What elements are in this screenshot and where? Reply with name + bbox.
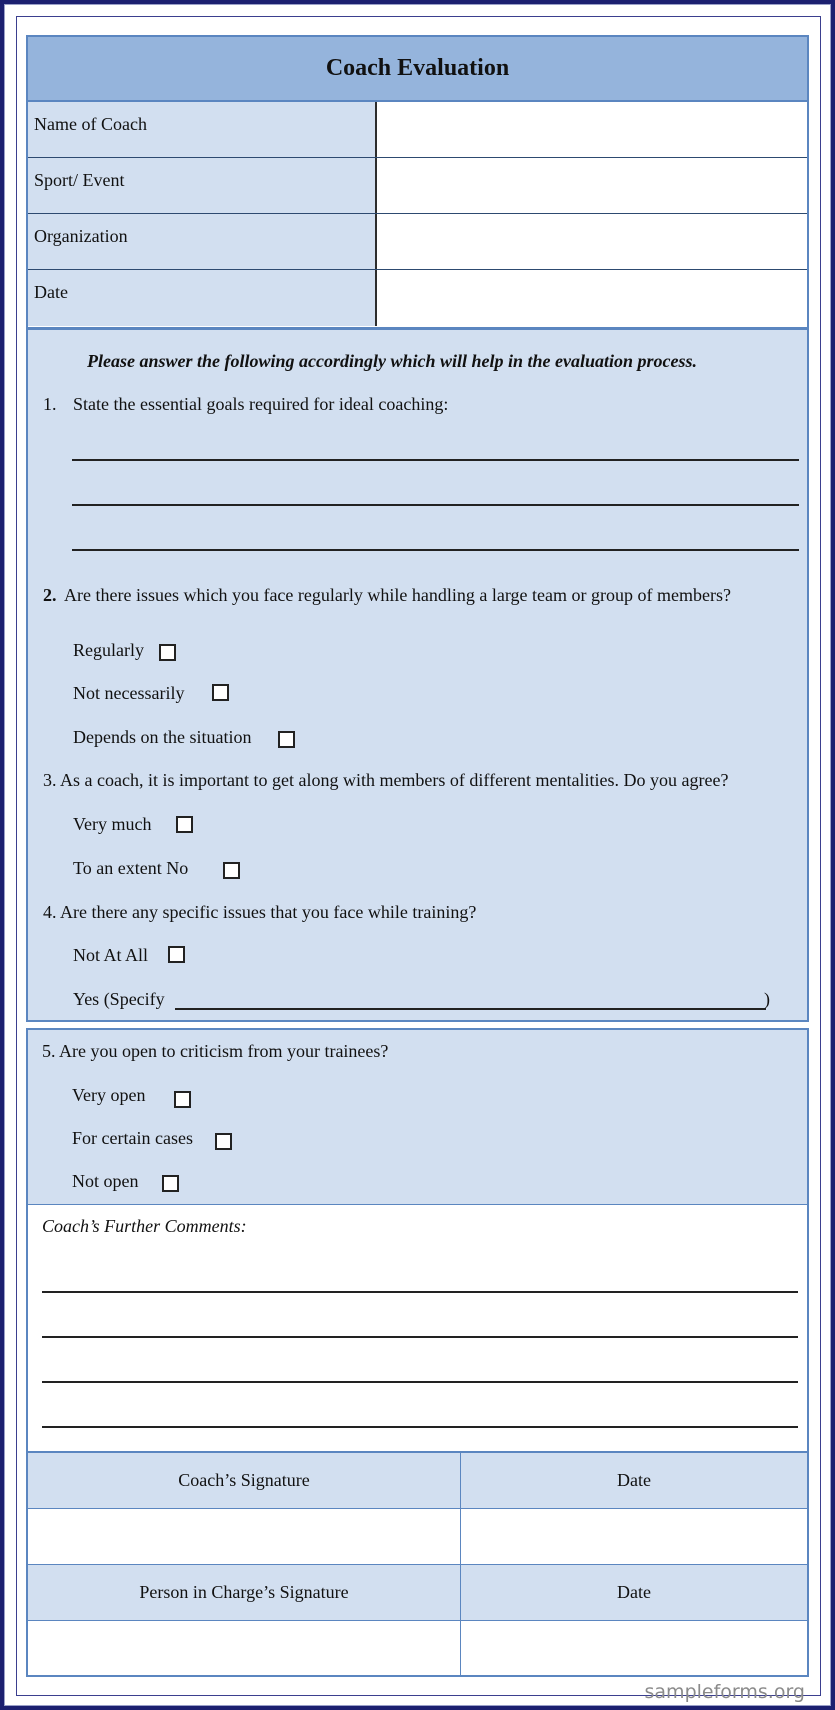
q4-specify-label: Yes (Specify [73, 989, 165, 1009]
coach-name-label: Name of Coach [26, 102, 377, 157]
q5-not-open-checkbox[interactable] [162, 1175, 179, 1192]
coach-name-field[interactable] [377, 102, 809, 157]
q3-option-very-much-label: Very much [73, 814, 152, 834]
q5-option-not-open-label: Not open [72, 1171, 139, 1191]
form-title: Coach Evaluation [26, 35, 809, 102]
comments-line-2[interactable] [42, 1336, 798, 1338]
q2-number: 2. [43, 585, 57, 605]
q2-option-depends-label: Depends on the situation [73, 727, 252, 747]
q5-certain-cases-checkbox[interactable] [215, 1133, 232, 1150]
q1-number: 1. [43, 394, 57, 414]
comments-line-3[interactable] [42, 1381, 798, 1383]
organization-label: Organization [26, 214, 377, 269]
q1-answer-line-2[interactable] [72, 504, 799, 506]
q2-option-not-necessarily-label: Not necessarily [73, 683, 185, 703]
q2-depends-checkbox[interactable] [278, 731, 295, 748]
comments-line-4[interactable] [42, 1426, 798, 1428]
comments-line-1[interactable] [42, 1291, 798, 1293]
q3-option-extent-label: To an extent No [73, 858, 189, 878]
q4-option-not-at-all-label: Not At All [73, 945, 149, 965]
info-table [26, 102, 809, 326]
q5-very-open-checkbox[interactable] [174, 1091, 191, 1108]
q5-option-certain-cases-label: For certain cases [72, 1128, 193, 1148]
signature-row-person [28, 1621, 807, 1675]
info-row-organization [26, 214, 809, 270]
date-label: Date [26, 270, 377, 326]
instructions-text: Please answer the following accordingly which will help in the evaluation process. [87, 351, 698, 371]
info-row-sport [26, 158, 809, 214]
q2-text: Are there issues which you face regularly while handling a large team or group of members? [64, 585, 731, 605]
q1-answer-line-1[interactable] [72, 459, 799, 461]
q5-text: 5. Are you open to criticism from your trainees? [42, 1041, 389, 1061]
signature-header-row-coach [28, 1453, 807, 1509]
q4-specify-line[interactable] [175, 1008, 766, 1010]
sport-event-field[interactable] [377, 158, 809, 213]
signature-row-coach [28, 1509, 807, 1565]
q3-very-much-checkbox[interactable] [176, 816, 193, 833]
comments-label: Coach’s Further Comments: [42, 1216, 247, 1236]
info-row-date [26, 270, 809, 326]
person-in-charge-date-label: Date [617, 1582, 651, 1602]
q5-option-very-open-label: Very open [72, 1085, 146, 1105]
comments-panel [26, 1205, 809, 1451]
q2-not-necessarily-checkbox[interactable] [212, 684, 229, 701]
q2-option-regularly-label: Regularly [73, 640, 144, 660]
q3-extent-checkbox[interactable] [223, 862, 240, 879]
organization-field[interactable] [377, 214, 809, 269]
person-in-charge-signature-field[interactable] [28, 1621, 461, 1675]
q2-regularly-checkbox[interactable] [159, 644, 176, 661]
person-in-charge-date-field[interactable] [461, 1621, 807, 1675]
q4-specify-close: ) [764, 989, 770, 1009]
q4-not-at-all-checkbox[interactable] [168, 946, 185, 963]
signature-header-row-person [28, 1565, 807, 1621]
sport-event-label: Sport/ Event [26, 158, 377, 213]
coach-date-label: Date [617, 1470, 651, 1490]
info-row-coach-name [26, 102, 809, 158]
coach-signature-field[interactable] [28, 1509, 461, 1564]
q3-text: 3. As a coach, it is important to get along with members of different mentalities. Do you agree? [43, 770, 729, 790]
date-field[interactable] [377, 270, 809, 326]
q4-text: 4. Are there any specific issues that you face while training? [43, 902, 477, 922]
coach-date-field[interactable] [461, 1509, 807, 1564]
brand-watermark: sampleforms.org [644, 1681, 805, 1703]
person-in-charge-signature-label: Person in Charge’s Signature [28, 1565, 461, 1620]
q1-answer-line-3[interactable] [72, 549, 799, 551]
signature-table [26, 1451, 809, 1677]
coach-signature-label: Coach’s Signature [28, 1453, 461, 1508]
q1-text: State the essential goals required for ideal coaching: [73, 394, 449, 414]
